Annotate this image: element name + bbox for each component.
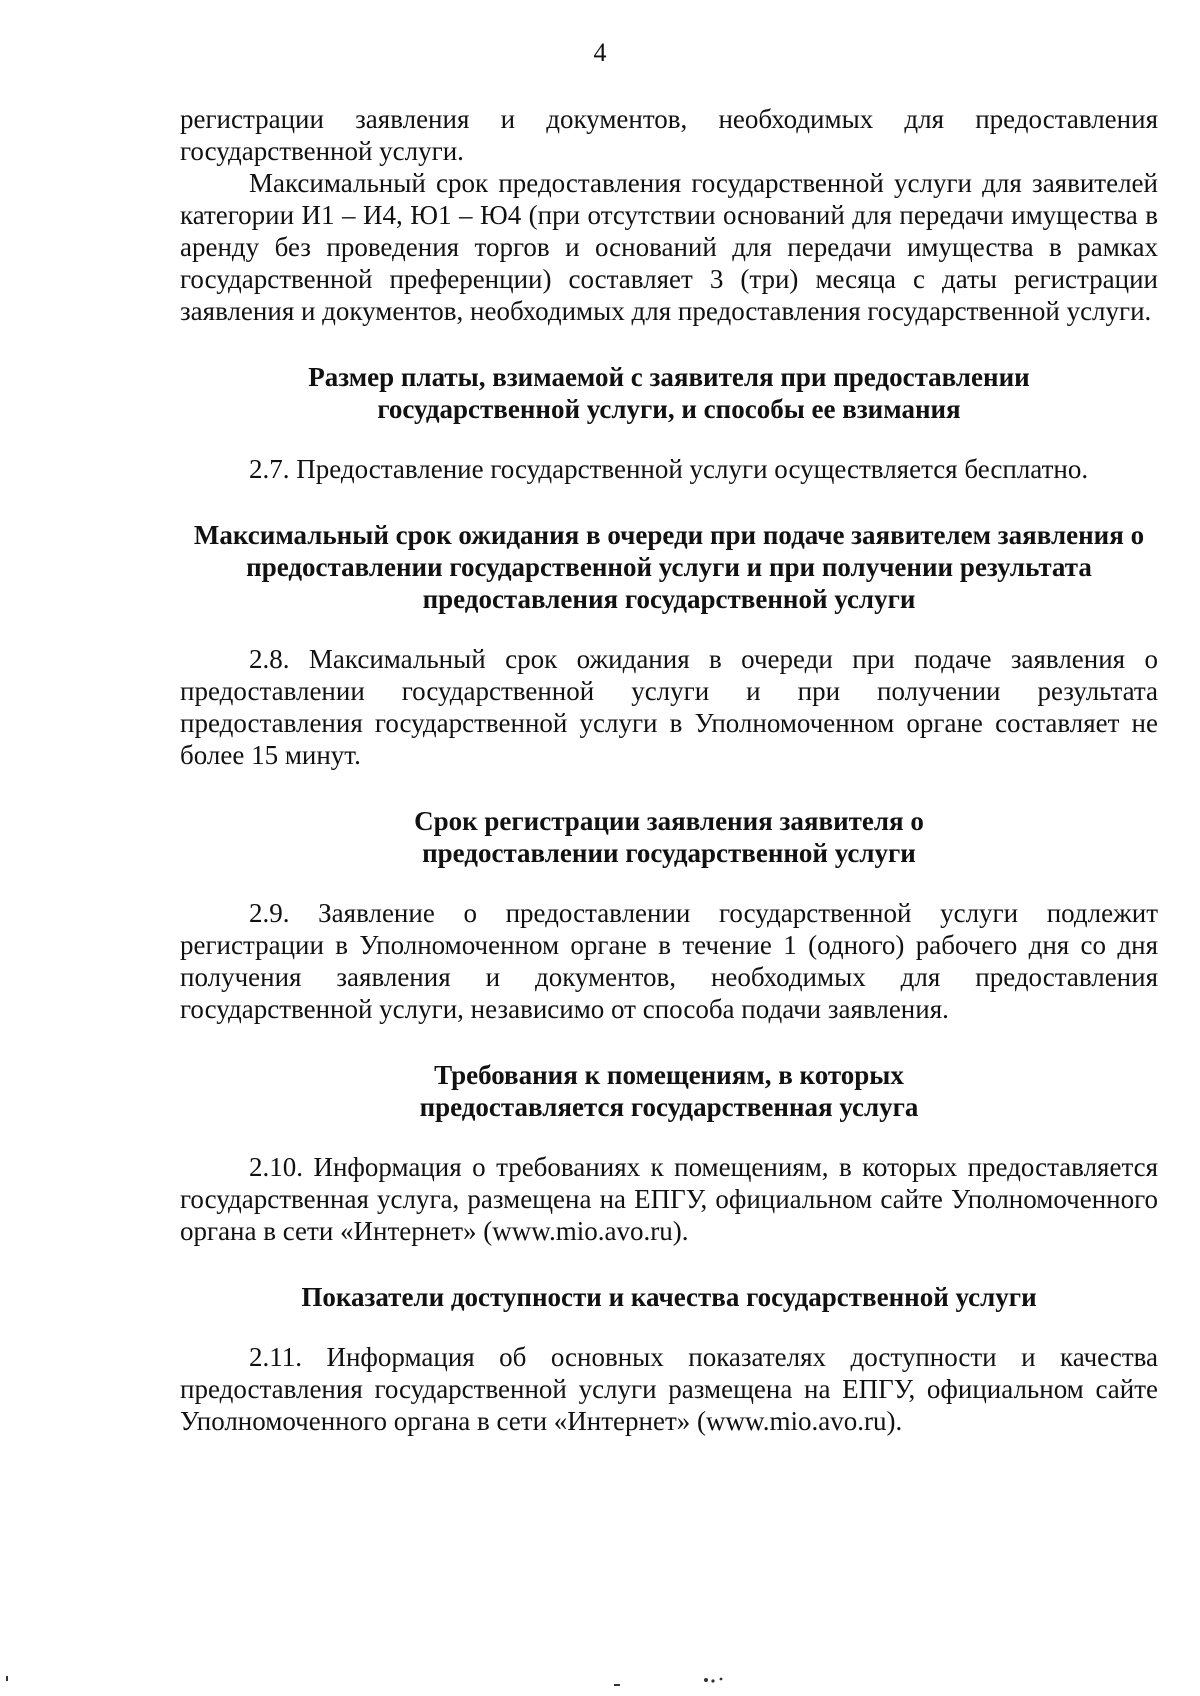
document-body: [180, 103, 1158, 1437]
section-heading-fee-text: Размер платы, взимаемой с заявителя при предоставлении государственной услуги, и способы ее взимания: [308, 362, 1030, 424]
section-heading-registration: [180, 805, 1158, 869]
paragraph-2-8: 2.8. Максимальный срок ожидания в очереди при подаче заявления о предоставлении государственной услуги и при получении результата предоставления государственной услуги в Уполномоченном органе составляет не более 15 минут.: [180, 644, 1158, 770]
scan-speck: [704, 1678, 708, 1682]
paragraph-max-term: Максимальный срок предоставления государственной услуги для заявителей категории И1 – И4, Ю1 – Ю4 (при отсутствии оснований для передачи имущества в аренду без проведения торгов и оснований для передачи имущества в рамках государственной преференции) составляет 3 (три) месяца с даты регистрации заявления и документов, необходимых для предоставления государственной услуги.: [180, 168, 1158, 326]
paragraph-2-7: 2.7. Предоставление государственной услуги осуществляется бесплатно.: [249, 454, 1089, 484]
section-heading-fee: [180, 361, 1158, 425]
section-heading-quality-text: Показатели доступности и качества государственной услуги: [301, 1282, 1037, 1312]
scan-speck: [711, 1679, 714, 1682]
section-heading-queue-text: Максимальный срок ожидания в очереди при подаче заявителем заявления о предоставлении государственной услуги и при получении результата предоставления государственной услуги: [193, 520, 1145, 614]
scan-speck: [720, 1678, 723, 1681]
page-number: 4: [593, 38, 607, 67]
paragraph-continuation: регистрации заявления и документов, необходимых для предоставления государственной услуги.: [180, 104, 1158, 166]
section-heading-queue: [180, 519, 1158, 615]
section-heading-quality: [180, 1281, 1158, 1313]
scan-speck: [614, 1684, 620, 1686]
paragraph-2-11: 2.11. Информация об основных показателях доступности и качества предоставления государственной услуги размещена на ЕПГУ, официальном сайте Уполномоченного органа в сети «Интернет» (www.mio.avo.ru).: [180, 1342, 1158, 1436]
scan-speck: [6, 1676, 8, 1681]
section-heading-premises-text: Требования к помещениям, в которых предоставляется государственная услуга: [419, 1060, 919, 1122]
paragraph-2-9: 2.9. Заявление о предоставлении государственной услуги подлежит регистрации в Уполномоченном органе в течение 1 (одного) рабочего дня со дня получения заявления и документов, необходимых для предоставления государственной услуги, независимо от способа подачи заявления.: [180, 898, 1158, 1024]
section-heading-premises: [180, 1059, 1158, 1123]
paragraph-2-10: 2.10. Информация о требованиях к помещениям, в которых предоставляется государственная услуга, размещена на ЕПГУ, официальном сайте Уполномоченного органа в сети «Интернет» (www.mio.avo.ru).: [180, 1152, 1158, 1246]
section-heading-registration-text: Срок регистрации заявления заявителя о предоставлении государственной услуги: [414, 806, 924, 868]
